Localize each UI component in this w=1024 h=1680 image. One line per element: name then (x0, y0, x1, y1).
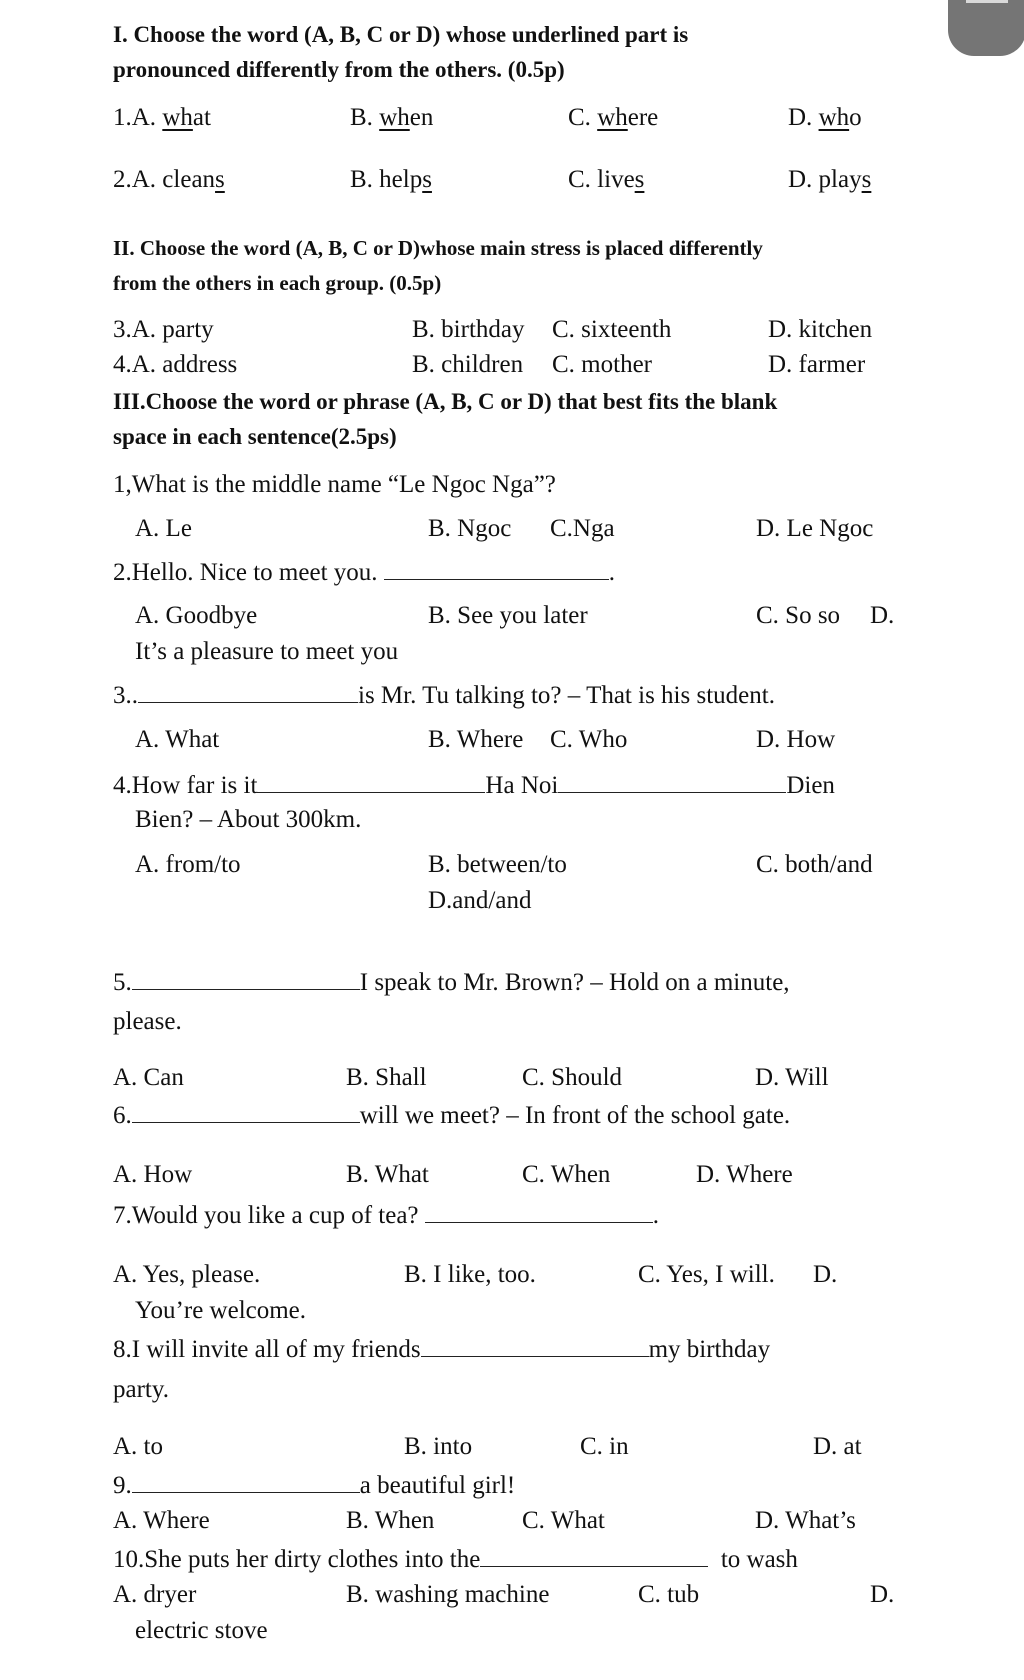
q4-option-c: C. mother (552, 351, 652, 378)
s3-q8-stem: 8.I will invite all of my friends my birthday (113, 1336, 771, 1363)
s3-q5-option-a: A. Can (113, 1064, 184, 1091)
s3-q2-option-b: B. See you later (428, 602, 588, 629)
s3-q10-blank (480, 1544, 708, 1567)
s3-q1-option-b: B. Ngoc (428, 515, 512, 542)
s3-q3-option-d: D. How (756, 726, 836, 753)
s3-q10-stem: 10.She puts her dirty clothes into the to wash (113, 1546, 798, 1573)
s3-q5-option-d: D. Will (755, 1064, 829, 1091)
s3-q10-option-d-text: electric stove (135, 1617, 268, 1644)
q2-option-a: 2.A. cleans (113, 166, 225, 193)
s3-q8-option-d: D. at (813, 1433, 862, 1460)
s3-q2-option-a: A. Goodbye (135, 602, 258, 629)
corner-tab (948, 0, 1024, 56)
s3-q7-stem: 7.Would you like a cup of tea? . (113, 1202, 660, 1229)
s3-q10-option-c: C. tub (638, 1581, 700, 1608)
s3-q1-stem: 1,What is the middle name “Le Ngoc Nga”? (113, 471, 556, 498)
s3-q2-option-d: D. (870, 602, 895, 629)
s3-q9-option-b: B. When (346, 1507, 435, 1534)
s3-q3-stem: 3.. is Mr. Tu talking to? – That is his student. (113, 682, 775, 709)
s3-q5-stem: 5. I speak to Mr. Brown? – Hold on a minute, (113, 969, 790, 996)
s3-q6-option-d: D. Where (696, 1161, 793, 1188)
section3-heading-line2: space in each sentence(2.5ps) (113, 424, 397, 449)
q1-option-b: B. when (350, 104, 434, 131)
s3-q2-stem: 2.Hello. Nice to meet you. . (113, 559, 616, 586)
section1-heading-line2: pronounced differently from the others. (0.5p) (113, 57, 565, 82)
s3-q4-option-c: C. both/and (756, 851, 873, 878)
q3-option-d: D. kitchen (768, 316, 873, 343)
q2-option-c: C. lives (568, 166, 645, 193)
s3-q7-option-b: B. I like, too. (404, 1261, 536, 1288)
s3-q10-option-b: B. washing machine (346, 1581, 550, 1608)
s3-q7-option-d-text: You’re welcome. (135, 1297, 307, 1324)
q1-option-d: D. who (788, 104, 862, 131)
s3-q8-blank (421, 1334, 649, 1357)
s3-q2-option-d-text: It’s a pleasure to meet you (135, 638, 399, 665)
s3-q9-option-a: A. Where (113, 1507, 210, 1534)
corner-tab-line (966, 0, 1008, 3)
s3-q7-blank (425, 1200, 653, 1223)
s3-q7-option-c: C. Yes, I will. (638, 1261, 775, 1288)
s3-q3-option-a: A. What (135, 726, 220, 753)
s3-q9-option-d: D. What’s (755, 1507, 856, 1534)
s3-q4-option-a: A. from/to (135, 851, 241, 878)
s3-q4-stem: 4.How far is it Ha Noi Dien (113, 772, 835, 799)
s3-q3-option-b: B. Where (428, 726, 524, 753)
s3-q8-option-c: C. in (580, 1433, 629, 1460)
s3-q5-stem-cont: please. (113, 1008, 182, 1035)
s3-q10-option-d: D. (870, 1581, 895, 1608)
s3-q6-option-a: A. How (113, 1161, 193, 1188)
s3-q4-blank-2 (558, 770, 786, 793)
s3-q8-option-b: B. into (404, 1433, 473, 1460)
s3-q3-option-c: C. Who (550, 726, 628, 753)
s3-q1-option-d: D. Le Ngoc (756, 515, 874, 542)
s3-q5-blank (132, 967, 360, 990)
s3-q4-stem-cont: Bien? – About 300km. (135, 806, 362, 833)
s3-q5-option-b: B. Shall (346, 1064, 427, 1091)
section2-heading-line1: II. Choose the word (A, B, C or D)whose main stress is placed differently (113, 236, 763, 260)
s3-q6-blank (132, 1100, 360, 1123)
s3-q8-option-a: A. to (113, 1433, 163, 1460)
s3-q7-option-a: A. Yes, please. (113, 1261, 261, 1288)
s3-q1-option-c: C.Nga (550, 515, 615, 542)
q4-option-a: 4.A. address (113, 351, 238, 378)
s3-q9-blank (132, 1470, 360, 1493)
s3-q4-option-d: D.and/and (428, 887, 532, 914)
q4-option-d: D. farmer (768, 351, 866, 378)
s3-q6-option-b: B. What (346, 1161, 429, 1188)
section3-heading-line1: III.Choose the word or phrase (A, B, C or D) that best fits the blank (113, 389, 778, 414)
section1-heading-line1: I. Choose the word (A, B, C or D) whose underlined part is (113, 22, 689, 47)
s3-q10-option-a: A. dryer (113, 1581, 197, 1608)
q3-option-a: 3.A. party (113, 316, 214, 343)
s3-q9-option-c: C. What (522, 1507, 605, 1534)
s3-q8-stem-cont: party. (113, 1376, 169, 1403)
q4-option-b: B. children (412, 351, 524, 378)
s3-q6-stem: 6. will we meet? – In front of the school gate. (113, 1102, 791, 1129)
q3-option-b: B. birthday (412, 316, 525, 343)
s3-q2-blank (384, 557, 609, 580)
s3-q7-option-d: D. (813, 1261, 838, 1288)
q1-option-c: C. where (568, 104, 659, 131)
s3-q4-blank-1 (257, 770, 485, 793)
s3-q2-option-c: C. So so (756, 602, 841, 629)
q2-option-b: B. helps (350, 166, 432, 193)
q2-option-d: D. plays (788, 166, 872, 193)
s3-q3-blank (138, 680, 358, 703)
q1-option-a: 1.A. what (113, 104, 211, 131)
q3-option-c: C. sixteenth (552, 316, 672, 343)
s3-q4-option-b: B. between/to (428, 851, 567, 878)
s3-q1-option-a: A. Le (135, 515, 192, 542)
section2-heading-line2: from the others in each group. (0.5p) (113, 271, 442, 295)
s3-q9-stem: 9. a beautiful girl! (113, 1472, 516, 1499)
s3-q6-option-c: C. When (522, 1161, 611, 1188)
s3-q5-option-c: C. Should (522, 1064, 623, 1091)
